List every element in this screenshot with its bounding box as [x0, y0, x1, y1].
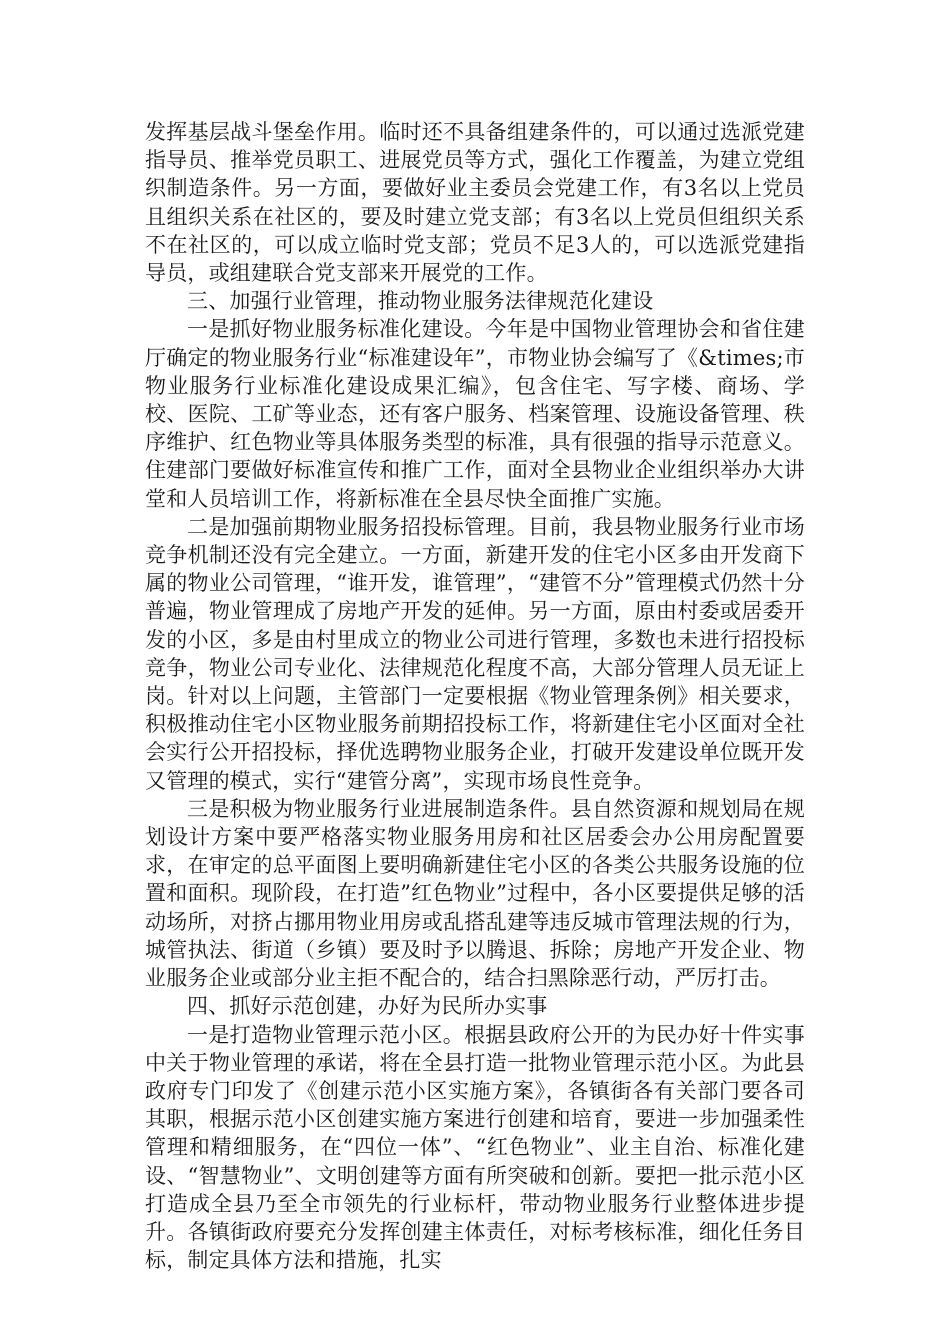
document-page	[145, 118, 805, 1274]
paragraph-continuation: 发挥基层战斗堡垒作用。临时还不具备组建条件的，可以通过选派党建指导员、推举党员职工、进展党员等方式，强化工作覆盖，为建立党组织制造条件。另一方面，要做好业主委员会党建工作，有3名以上党员且组织关系在社区的，要及时建立党支部；有3名以上党员但组织关系不在社区的，可以成立临时党支部；党员不足3人的，可以选派党建指导员，或组建联合党支部来开展党的工作。	[145, 120, 805, 286]
paragraph-standardization: 一是抓好物业服务标准化建设。今年是中国物业管理协会和省住建厅确定的物业服务行业“标准建设年”，市物业协会编写了《&times;市物业服务行业标准化建设成果汇编》，包含住宅、写字楼、商场、学校、医院、工矿等业态，还有客户服务、档案管理、设施设备管理、秩序维护、红色物业等具体服务类型的标准，具有很强的指导示范意义。住建部门要做好标准宣传和推广工作，面对全县物业企业组织举办大讲堂和人员培训工作，将新标准在全县尽快全面推广实施。	[145, 317, 805, 511]
paragraph-conditions: 三是积极为物业服务行业进展制造条件。县自然资源和规划局在规划设计方案中要严格落实物业服务用房和社区居委会办公用房配置要求，在审定的总平面图上要明确新建住宅小区的各类公共服务设施的位置和面积。现阶段，在打造”红色物业”过程中，各小区要提供足够的活动场所，对挤占挪用物业用房或乱搭乱建等违反城市管理法规的行为，城管执法、街道（乡镇）要及时予以腾退、拆除；房地产开发企业、物业服务企业或部分业主拒不配合的，结合扫黑除恶行动，严厉打击。	[145, 796, 805, 991]
section-heading-four: 四、抓好示范创建，办好为民所办实事	[187, 994, 548, 1019]
section-heading-three: 三、加强行业管理，推动物业服务法律规范化建设	[187, 289, 654, 314]
paragraph-demo-community: 一是打造物业管理示范小区。根据县政府公开的为民办好十件实事中关于物业管理的承诺，将在全县打造一批物业管理示范小区。为此县政府专门印发了《创建示范小区实施方案》，各镇街各有关部门要各司其职，根据示范小区创建实施方案进行创建和培育，要进一步加强柔性管理和精细服务，在“四位一体”、“红色物业”、业主自治、标准化建设、“智慧物业”、文明创建等方面有所突破和创新。要把一批示范小区打造成全县乃至全市领先的行业标杆，带动物业服务行业整体进步提升。各镇街政府要充分发挥创建主体责任，对标考核标准，细化任务目标，制定具体方法和措施，扎实	[145, 1022, 805, 1273]
paragraph-bidding: 二是加强前期物业服务招投标管理。目前，我县物业服务行业市场竞争机制还没有完全建立。一方面，新建开发的住宅小区多由开发商下属的物业公司管理，“谁开发，谁管理”，“建管不分”管理模式仍然十分普遍，物业管理成了房地产开发的延伸。另一方面，原由村委或居委开发的小区，多是由村里成立的物业公司进行管理，多数也未进行招投标竞争，物业公司专业化、法律规范化程度不高，大部分管理人员无证上岗。针对以上问题，主管部门一定要根据《物业管理条例》相关要求，积极推动住宅小区物业服务前期招投标工作，将新建住宅小区面对全社会实行公开招投标，择优选聘物业服务企业，打破开发建设单位既开发又管理的模式，实行“建管分离”，实现市场良性竞争。	[145, 514, 805, 793]
